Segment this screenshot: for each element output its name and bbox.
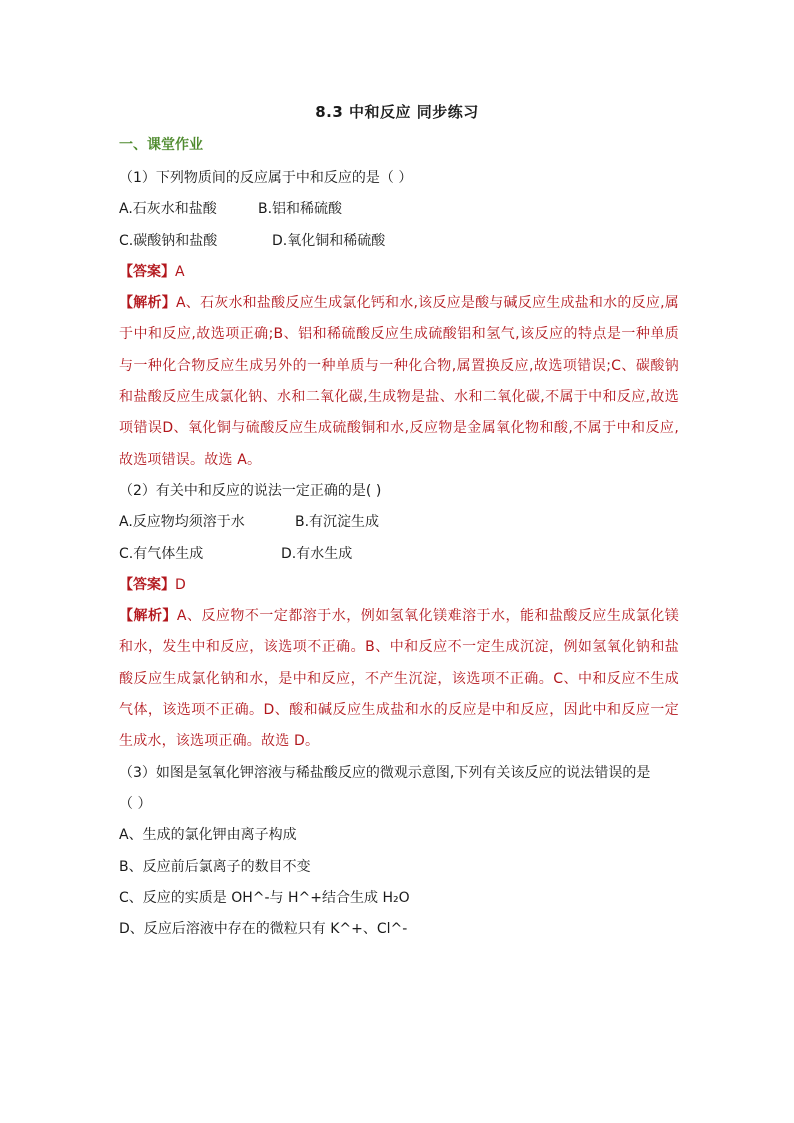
q2-analysis-label: 【解析】	[119, 608, 177, 625]
q1-answer-value: A	[175, 263, 185, 280]
document-title: 8.3 中和反应 同步练习	[315, 103, 479, 121]
q1-stem: （1）下列物质间的反应属于中和反应的是（ ）	[119, 170, 413, 186]
q2-stem: （2）有关中和反应的说法一定正确的是( )	[119, 482, 382, 499]
q3-option-c: C、反应的实质是 OH^-与 H^+结合生成 H₂O	[119, 889, 410, 906]
q1-option-b: B.铝和稀硫酸	[258, 201, 343, 218]
q2-analysis-text: A、反应物不一定都溶于水，例如氢氧化镁难溶于水，能和盐酸反应生成氯化镁和水，发生中和反应，该选项不正确。B、中和反应不一定生成沉淀，例如氢氧化钠和盐酸反应生成氯化钠和水，是中和反应，不产生沉淀，该选项不正确。C、中和反应不生成气体，该选项不正确。D、酸和碱反应生成盐和水的反应是中和反应，因此中和反应一定生成水，该选项正确。故选 D。	[119, 608, 679, 750]
q1-analysis-label: 【解析】	[119, 295, 176, 312]
q2-option-d: D.有水生成	[281, 545, 353, 562]
q2-option-b: B.有沉淀生成	[295, 514, 380, 531]
section-heading: 一、课堂作业	[119, 137, 203, 153]
q2-option-c: C.有气体生成	[119, 545, 204, 562]
document-body	[119, 163, 679, 945]
q3-option-d: D、反应后溶液中存在的微粒只有 K^+、Cl^-	[119, 921, 408, 938]
q1-options-row-1	[119, 194, 679, 225]
q3-stem: （3）如图是氢氧化钾溶液与稀盐酸反应的微观示意图,下列有关该反应的说法错误的是	[119, 764, 651, 781]
q2-answer-label: 【答案】	[119, 576, 175, 593]
q2-analysis	[119, 601, 679, 757]
q2-answer	[119, 570, 679, 601]
q1-option-d: D.氧化铜和稀硫酸	[272, 232, 386, 249]
q3-option-b: B、反应前后氯离子的数目不变	[119, 858, 311, 875]
q1-option-a: A.石灰水和盐酸	[119, 201, 217, 218]
q3-blank: （ ）	[119, 795, 152, 812]
q2-options-row-1	[119, 507, 679, 538]
q2-answer-value: D	[175, 576, 186, 593]
q1-answer	[119, 257, 679, 288]
q2-option-a: A.反应物均须溶于水	[119, 514, 245, 531]
q1-option-c: C.碳酸钠和盐酸	[119, 232, 218, 249]
q2-options-row-2	[119, 539, 679, 570]
q1-options-row-2	[119, 226, 679, 257]
q1-analysis-text: A、石灰水和盐酸反应生成氯化钙和水,该反应是酸与碱反应生成盐和水的反应,属于中和反应,故选项正确;B、铝和稀硫酸反应生成硫酸铝和氢气,该反应的特点是一种单质与一种化合物反应生成另外的一种单质与一种化合物,属置换反应,故选项错误;C、碳酸钠和盐酸反应生成氯化钠、水和二氧化碳,生成物是盐、水和二氧化碳,不属于中和反应,故选项错误D、氧化铜与硫酸反应生成硫酸铜和水,反应物是金属氧化物和酸,不属于中和反应,故选项错误。故选 A。	[119, 295, 679, 468]
q1-answer-label: 【答案】	[119, 263, 175, 280]
q3-option-a: A、生成的氯化钾由离子构成	[119, 827, 297, 844]
q1-analysis	[119, 288, 679, 476]
